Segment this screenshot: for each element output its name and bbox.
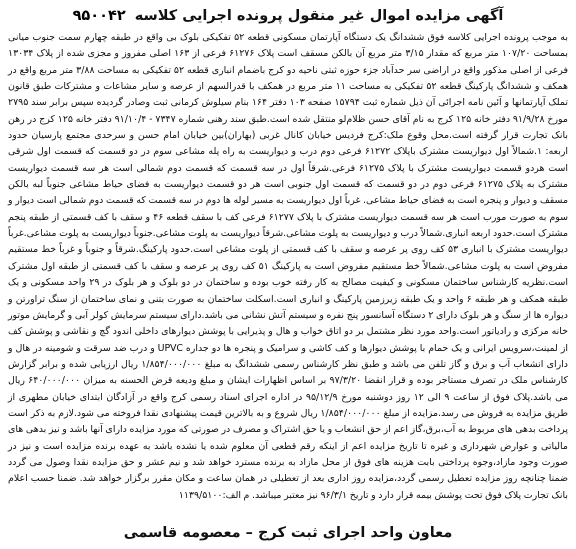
case-number: ۹۵۰۰۴۲	[72, 8, 126, 24]
notice-title-text: آگهی مزایده اموال غیر منقول پرونده اجرایی کلاسه	[134, 8, 504, 24]
notice-body: به موجب پرونده اجرایی کلاسه فوق ششدانگ یک دستگاه آپارتمان مسکونی قطعه ۵۲ تفکیکی بلوک بی واقع در طبقه چهارم سمت جنوب میانی بمساحت ۱۰۷/۲۰ متر مربع که مقدار ۳/۱۵ متر مربع آن بالکن مسقف است پلاک ۶۱۲۷۶ فرعی از ۱۶۳ اصلی مفروز و مجزی شده از پلاک ۱۳۰۳۴ فرعی از اصلی مذکور واقع در اراضی سر حدآباد جزء حوزه ثبتی ناحیه دو کرج باضمام انباری قطعه ۵۲ تفکیکی به مساحت ۳/۸۸ متر مربع واقع در همکف و ششدانگ پارکینگ قطعه ۵۲ تفکیکی به مساحت ۱۱ متر مربع در همکف با قدرالسهم از عرصه و سایر مشاعات و مشترکات طبق قانون تملک آپارتمانها و آئین نامه اجرائی آن ذیل شماره ثبت ۱۵۷۹۴ صفحه ۱۰۳ دفتر ۱۶۴ بنام سیلوش کرمانی ثبت وصادر گردیده سپس برابر سند ۲۷۹۵ مورخ ۹۱/۹/۲۸ دفتر خانه ۱۲۵ کرج به نام آقای حسن ظلام‌لو منتقل شده است.طبق سند رهنی شماره ۷۳۴۷ - ۹۱/۱۰/۴ دفتر خانه ۱۲۵ کرج در رهن بانک تجارت قرار گرفته است.محل وقوع ملک:کرج فردیس خیابان کانال غربی (بهاران)بین خیابان امام حسن و سرحدی مجتمع پارسیان حدود اربعه: ۱.شمالاً اول دیواریست مشترک باپلاک ۶۱۲۷۲ فرعی دوم درب و دیواریست به راه پله مشاعی سوم در دو قسمت که قسمت اول شرقی است هردو قسمت دیواریست مشترک با پلاک ۶۱۲۷۵ فرعی.شرقاً اول در سه قسمت که قسمت دوم شمالی است هر سه قسمت دیواریست مشترک به پلاک ۶۱۲۷۵ فرعی دوم در دو قسمت که قسمت اول جنوبی است هر دو قسمت دیواریست به فضای حیاط مشاعی جنوباً لبه بالکن مسقف و دیوار و پنجره است به فضای حیاط مشاعی. غرباً اول دیواریست به مسیر لوله ها دوم در سه قسمت که قسمت دوم شمالی است دیوار و سوم به صورت مورب است هر سه قسمت دیواریست مشترک با پلاک ۶۱۲۷۷ فرعی کف با سقف قطعه ۴۶ و سقف با کف قسمتی از طبقه پنجم مشترک است.حدود اربعه انباری.شمالاً درب و دیواریست به پلوت مشاعی.شرقاً دیواریست به پلوت مشاعی.جنوباً دیواریست به پلوت مشاعی.غرباً دیواریست مشترک با انباری ۵۳ کف روی پر عرصه و سقف با کف قسمتی از پلوت مشاعی است.حدود پارکینگ.شرقاً و جنوباً و غرباً خط مستقیم مفروض است به پلوت مشاعی.شمالاً خط مستقیم مفروض است به پارکینگ ۵۱ کف روی پر عرصه و سقف با کف قسمتی از طبقه اول مشترک است.نظریه کارشناس ساختمان مسکونی و کیفیت مصالح به کار رفته خوب بوده و ساختمان در دو بلوک و هر بلوک در ۲۹ واحد مسکونی و یک طبقه همکف و هر طبقه ۶ واحد و یک طبقه زیرزمین پارکینگ و انباری است.اسکلت ساختمان به صورت بتنی و نمای ساختمان از سنگ تراورتن و دیواره ها از سنگ و هر بلوک دارای ۲ دستگاه آسانسور پنج نفره و سیستم آتش نشانی می باشد.دارای سیستم سرمایش کولر آبی و گرمایش موتور خانه مرکزی و رادیاتور است.واحد مورد نظر مشتمل بر دو اتاق خواب و هال و پذیرایی با پوشش دیوارهای داخلی اندود گچ و نقاشی و پوشش کف از لمینت،سرویس ایرانی و یک حمام با پوشش دیوارها و کف کاشی و سرامیک و پنجره ها دو جداره UPVC و درب ضد سرقت و شومینه در هال و دارای انشعاب آب و برق و گاز تلفن می باشد و طبق نظر کارشناس رسمی ششدانگ به مبلغ ۱/۸۵۴/۰۰۰/۰۰۰ ریال ارزیابی شده و برابر گزارش کارشناس ملک در تصرف مستاجر بوده و قرار انقضا ۹۷/۳/۲۰ بر اساس اظهارات ایشان و مبلغ ودیعه قرض الحسنه به میزان ۶۴۰/۰۰۰/۰۰۰ ریال می باشد.پلاک فوق از ساعت ۹ الی ۱۲ روز دوشنبه مورخ ۹۵/۱۲/۹ در اداره اجرای اسناد رسمی کرج واقع در آزادگان ابتدای خیابان مطهری از طریق مزایده به فروش می رسد.مزایده از مبلغ ۱/۸۵۴/۰۰۰/۰۰۰ ریال شروع و به بالاترین قیمت پیشنهادی نقدا فروخته می شود.لازم به ذکر است پرداخت بدهی های مربوط به آب،برق،گاز اعم از حق انشعاب و یا حق اشتراک و مصرف در صورتی که مورد مزایده دارای آنها باشد و نیز بدهی های مالیاتی و عوارض شهرداری و غیره تا تاریخ مزایده اعم از اینکه رقم قطعی آن معلوم شده یا نشده باشد به عهده برنده مزایده است و نیز در صورت وجود مازاد،وجوه پرداختی بابت هزینه های فوق از محل مازاد به برنده مسترد خواهد شد و نیم عشر و حق مزایده نقدا وصول می گردد ضمنا چنانچه روز مزایده تعطیل رسمی گردد،مزایده روز اداری بعد از تعطیلی در همان ساعت و مکان مقرر برگزار خواهد شد. ضمنا حسب اعلام بانک تجارت پلاک فوق تحت پوشش بیمه قرار دارد و تاریخ ۹۶/۳/۱ نیز معتبر میباشد. م الف:۱۱۳۹/۵۱۰۰	[8, 32, 569, 501]
notice-signature: معاون واحد اجرای ثبت کرج – معصومه قاسمی	[123, 525, 453, 541]
notice-title	[8, 6, 568, 26]
